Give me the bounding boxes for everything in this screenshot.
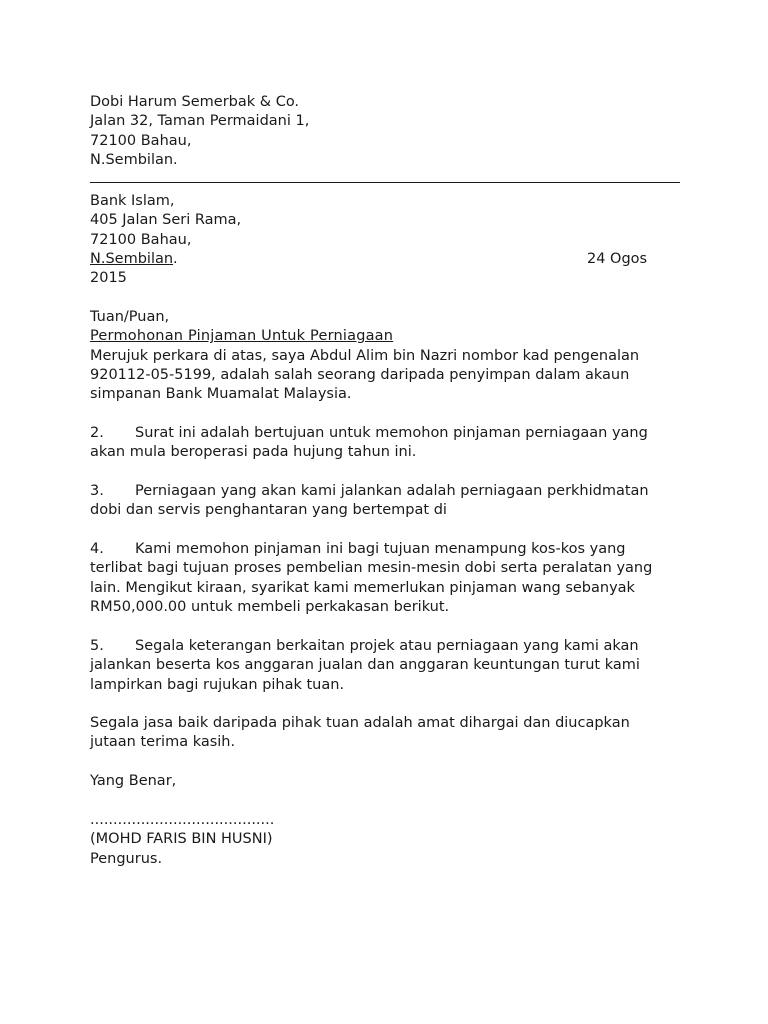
paragraph-1-line-3: simpanan Bank Muamalat Malaysia. [90, 386, 352, 403]
recipient-name: Bank Islam, [90, 193, 175, 209]
paragraph-4-number: 4. [90, 541, 104, 557]
paragraph-4-line-1 [90, 540, 680, 559]
header-divider [90, 182, 680, 183]
paragraph-4-line-4: RM50,000.00 untuk membeli perkakasan berikut. [90, 598, 450, 615]
paragraph-5-text-1: Segala keterangan berkaitan projek atau perniagaan yang kami akan [135, 638, 639, 654]
paragraph-2-text-1: Surat ini adalah bertujuan untuk memohon pinjaman perniagaan yang [135, 425, 648, 441]
paragraph-2-line-2: akan mula beroperasi pada hujung tahun ini. [90, 444, 417, 461]
date-day-month: 24 Ogos [587, 251, 648, 267]
signature-block [90, 811, 680, 869]
paragraph-5-line-1 [90, 637, 680, 656]
paragraph-1-line-1: Merujuk perkara di atas, saya Abdul Alim bin Nazri nombor kad pengenalan [90, 347, 640, 364]
salutation-block [90, 308, 680, 404]
recipient-address [90, 192, 680, 288]
sender-address-line-2: 72100 Bahau, [90, 132, 192, 149]
paragraph-3-number: 3. [90, 483, 104, 499]
signoff-block [90, 772, 680, 791]
sender-name: Dobi Harum Semerbak & Co. [90, 94, 300, 110]
paragraph-5-number: 5. [90, 638, 104, 654]
paragraph-2-line-1 [90, 424, 680, 443]
paragraph-5 [90, 637, 680, 695]
subject-heading: Permohonan Pinjaman Untuk Perniagaan [90, 328, 394, 345]
recipient-address-line-1: 405 Jalan Seri Rama, [90, 212, 242, 229]
signatory-name: (MOHD FARIS BIN HUSNI) [90, 831, 273, 848]
paragraph-5-line-3: lampirkan bagi rujukan pihak tuan. [90, 676, 345, 693]
paragraph-5-line-2: jalankan beserta kos anggaran jualan dan anggaran keuntungan turut kami [90, 657, 640, 674]
recipient-address-line-2: 72100 Bahau, [90, 231, 192, 248]
paragraph-3-text-1: Perniagaan yang akan kami jalankan adalah perniagaan perkhidmatan [135, 483, 649, 499]
paragraph-2-number: 2. [90, 425, 104, 441]
closing-line-1: Segala jasa baik daripada pihak tuan adalah amat dihargai dan diucapkan [90, 715, 630, 731]
signatory-title: Pengurus. [90, 850, 163, 867]
signoff: Yang Benar, [90, 773, 177, 789]
sender-address-line-1: Jalan 32, Taman Permaidani 1, [90, 113, 310, 130]
paragraph-4-text-1: Kami memohon pinjaman ini bagi tujuan menampung kos-kos yang [135, 541, 626, 557]
signature-line: ........................................ [90, 812, 275, 828]
recipient-state-punct: . [173, 250, 178, 267]
paragraph-1-line-2: 920112-05-5199, adalah salah seorang daripada penyimpan dalam akaun [90, 366, 630, 383]
closing-line-2: jutaan terima kasih. [90, 734, 236, 751]
paragraph-3-line-2: dobi dan servis penghantaran yang bertempat di [90, 502, 447, 519]
paragraph-3 [90, 482, 680, 521]
paragraph-4-line-2: terlibat bagi tujuan proses pembelian mesin-mesin dobi serta peralatan yang [90, 560, 653, 577]
paragraph-4 [90, 540, 680, 617]
salutation: Tuan/Puan, [90, 309, 170, 325]
closing-paragraph [90, 714, 680, 753]
paragraph-2 [90, 424, 680, 463]
recipient-state: N.Sembilan [90, 250, 174, 267]
date-year: 2015 [90, 270, 127, 287]
sender-state: N.Sembilan. [90, 151, 178, 168]
sender-address [90, 93, 680, 170]
paragraph-4-line-3: lain. Mengikut kiraan, syarikat kami memerlukan pinjaman wang sebanyak [90, 579, 635, 596]
paragraph-3-line-1 [90, 482, 680, 501]
